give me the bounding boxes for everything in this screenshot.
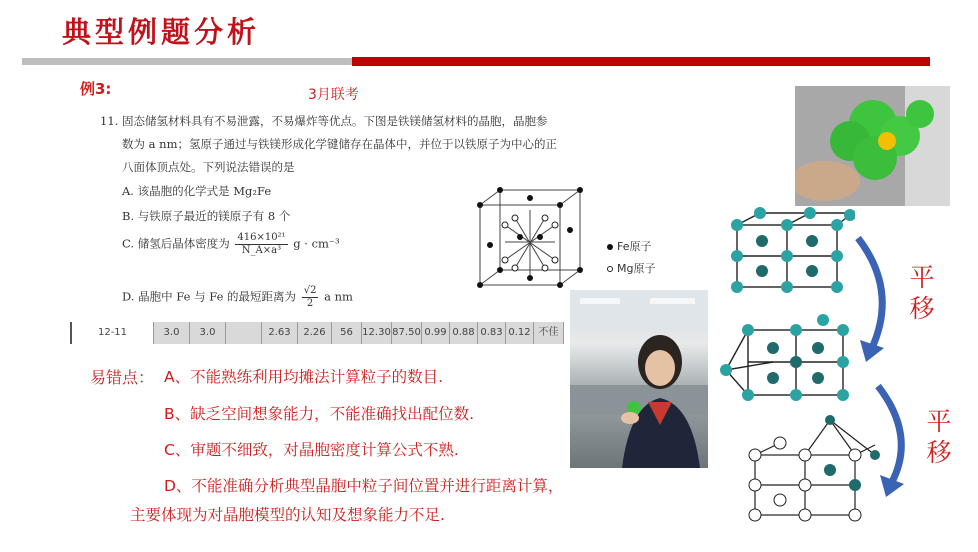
crystal-cell-diagram — [470, 180, 600, 300]
example-label: 例3: — [80, 80, 112, 98]
score-strip — [70, 322, 564, 344]
title-underline-red — [352, 57, 930, 66]
score-cell: 2.26 — [298, 322, 332, 344]
option-d-numerator: √2 — [303, 285, 317, 296]
fe-atom-icon — [607, 244, 613, 250]
title-underline-grey — [22, 58, 352, 65]
classroom-photo — [570, 290, 708, 468]
lattice-diagram-top — [715, 205, 855, 300]
translate-label-1: 平 移 — [909, 263, 935, 323]
question-stem-line2: 数为 a nm；氢原子通过与铁镁形成化学键储存在晶体中，并位于以铁原子为中心的正 — [122, 137, 557, 151]
model-photo — [795, 86, 950, 206]
score-cell: 0.83 — [478, 322, 506, 344]
score-cell: 不佳 — [534, 322, 564, 344]
score-cell: 12.30 — [362, 322, 392, 344]
score-cell: 0.12 — [506, 322, 534, 344]
option-c-numerator: 416×10²¹ — [237, 232, 286, 243]
lattice-diagram-bottom — [745, 415, 885, 530]
option-c-fraction — [235, 232, 287, 257]
translate-arrow-1 — [850, 230, 900, 365]
score-cell: 12-11 — [70, 322, 154, 344]
green-ball-model — [795, 86, 950, 206]
option-a: A. 该晶胞的化学式是 Mg₂Fe — [122, 184, 272, 198]
translate-label-2: 平 移 — [926, 407, 952, 467]
error-item-b: B、缺乏空间想象能力，不能准确找出配位数. — [164, 405, 475, 423]
error-item-d: D、不能准确分析典型晶胞中粒子间位置并进行距离计算， — [164, 477, 564, 495]
example-source: 3月联考 — [308, 87, 359, 103]
score-cell: 87.50 — [392, 322, 422, 344]
translate-arrow-2 — [870, 380, 920, 500]
option-d-prefix: D. 晶胞中 Fe 与 Fe 的最短距离为 — [122, 289, 297, 304]
question-stem-line1: 11. 固态储氢材料具有不易泄露，不易爆炸等优点。下图是铁镁储氢材料的晶胞，晶胞参 — [100, 114, 548, 128]
score-cell: 56 — [332, 322, 362, 344]
error-item-c: C、审题不细致，对晶胞密度计算公式不熟. — [164, 441, 459, 459]
option-d — [122, 285, 353, 310]
option-d-denominator: 2 — [306, 298, 314, 309]
option-d-unit: a nm — [324, 289, 353, 304]
errors-heading: 易错点： — [90, 368, 155, 387]
score-cell: 3.0 — [154, 322, 190, 344]
option-c-unit: g · cm⁻³ — [293, 236, 340, 251]
legend-fe — [607, 238, 652, 254]
score-cell: 0.99 — [422, 322, 450, 344]
error-item-d-continued: 主要体现为对晶胞模型的认知及想象能力不足. — [130, 506, 445, 524]
legend-mg-label: Mg原子 — [617, 262, 656, 275]
option-c-prefix: C. 储氢后晶体密度为 — [122, 236, 230, 251]
slide-title: 典型例题分析 — [62, 15, 261, 49]
lattice-diagram-middle — [718, 310, 858, 410]
option-c — [122, 232, 340, 257]
question-stem-line3: 八面体顶点处。下列说法错误的是 — [122, 160, 295, 174]
score-cell: 2.63 — [262, 322, 298, 344]
student-figure — [570, 290, 708, 468]
mg-atom-icon — [607, 266, 613, 272]
option-c-denominator: N_A×a³ — [241, 245, 282, 256]
legend-mg — [607, 260, 655, 276]
option-b: B. 与铁原子最近的镁原子有 8 个 — [122, 209, 291, 223]
score-cell — [226, 322, 262, 344]
error-item-a: A、不能熟练利用均摊法计算粒子的数目. — [164, 368, 444, 386]
score-cell: 3.0 — [190, 322, 226, 344]
legend-fe-label: Fe原子 — [617, 240, 652, 253]
option-d-fraction — [302, 285, 319, 310]
score-cell: 0.88 — [450, 322, 478, 344]
